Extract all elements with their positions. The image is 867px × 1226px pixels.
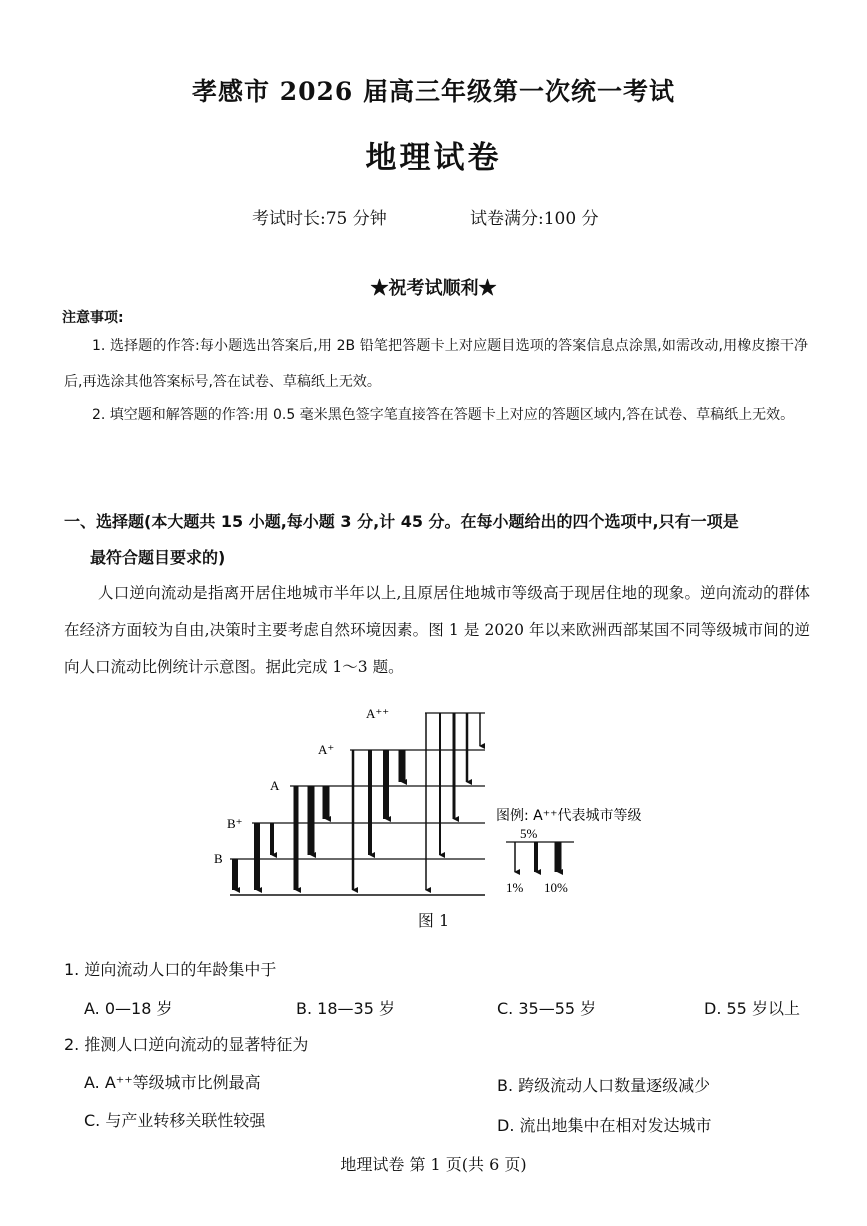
question-1-option-a[interactable]: A. 0—18 岁 [84,999,173,1018]
question-intro: 人口逆向流动是指离开居住地城市半年以上,且原居住地城市等级高于现居住地的现象。逆向流动的群体在经济方面较为自由,决策时主要考虑自然环境因素。图 1 是 2020 年以来欧洲西部某国不同等级城市间的逆向人口流动比例统计示意图。据此完成 1～3 题。 [64,584,810,676]
level-label-aplusplus: A⁺⁺ [366,706,390,721]
page-footer: 地理试卷 第 1 页(共 6 页) [340,1155,527,1174]
level-label-bplus: B⁺ [227,816,243,831]
full-score: 试卷满分:100 分 [470,209,599,229]
legend-value-5: 5% [520,826,538,841]
question-1-stem: 1. 逆向流动人口的年龄集中于 [64,960,277,979]
question-1-option-d[interactable]: D. 55 岁以上 [704,999,800,1018]
level-label-b: B [214,851,223,866]
question-2-option-c[interactable]: C. 与产业转移关联性较强 [84,1111,266,1130]
notice-item-1: 1. 选择题的作答:每小题选出答案后,用 2B 铅笔把答题卡上对应题目选项的答案信息点涂黑,如需改动,用橡皮擦干净后,再选涂其他答案标号,答在试卷、草稿纸上无效。 [64,338,808,390]
level-label-aplus: A⁺ [318,742,335,757]
level-label-a: A [270,778,280,793]
legend-value-1: 1% [506,880,524,895]
figure-caption: 图 1 [417,911,450,930]
question-2-stem: 2. 推测人口逆向流动的显著特征为 [64,1035,309,1054]
exam-title: 孝感市 2026 届高三年级第一次统一考试 [192,77,675,106]
section-heading-cont: 最符合题目要求的) [90,548,226,567]
blessing-line: ★祝考试顺利★ [370,278,497,299]
question-1-option-b[interactable]: B. 18—35 岁 [296,999,395,1018]
question-2-option-a[interactable]: A. A⁺⁺等级城市比例最高 [84,1073,261,1092]
notice-item-2: 2. 填空题和解答题的作答:用 0.5 毫米黑色签字笔直接答在答题卡上对应的答题区域内,答在试卷、草稿纸上无效。 [92,407,795,423]
notice-heading: 注意事项: [62,310,124,326]
section-heading: 一、选择题(本大题共 15 小题,每小题 3 分,计 45 分。在每小题给出的四个选项中,只有一项是 [64,512,739,531]
question-2-option-d[interactable]: D. 流出地集中在相对发达城市 [497,1116,712,1135]
subject-title: 地理试卷 [365,140,502,176]
legend-value-10: 10% [544,880,568,895]
legend-title: 图例: A⁺⁺代表城市等级 [496,808,642,824]
migration-figure [210,700,680,900]
exam-duration: 考试时长:75 分钟 [252,209,387,229]
question-2-option-b[interactable]: B. 跨级流动人口数量逐级减少 [497,1076,711,1095]
question-1-option-c[interactable]: C. 35—55 岁 [497,999,597,1018]
